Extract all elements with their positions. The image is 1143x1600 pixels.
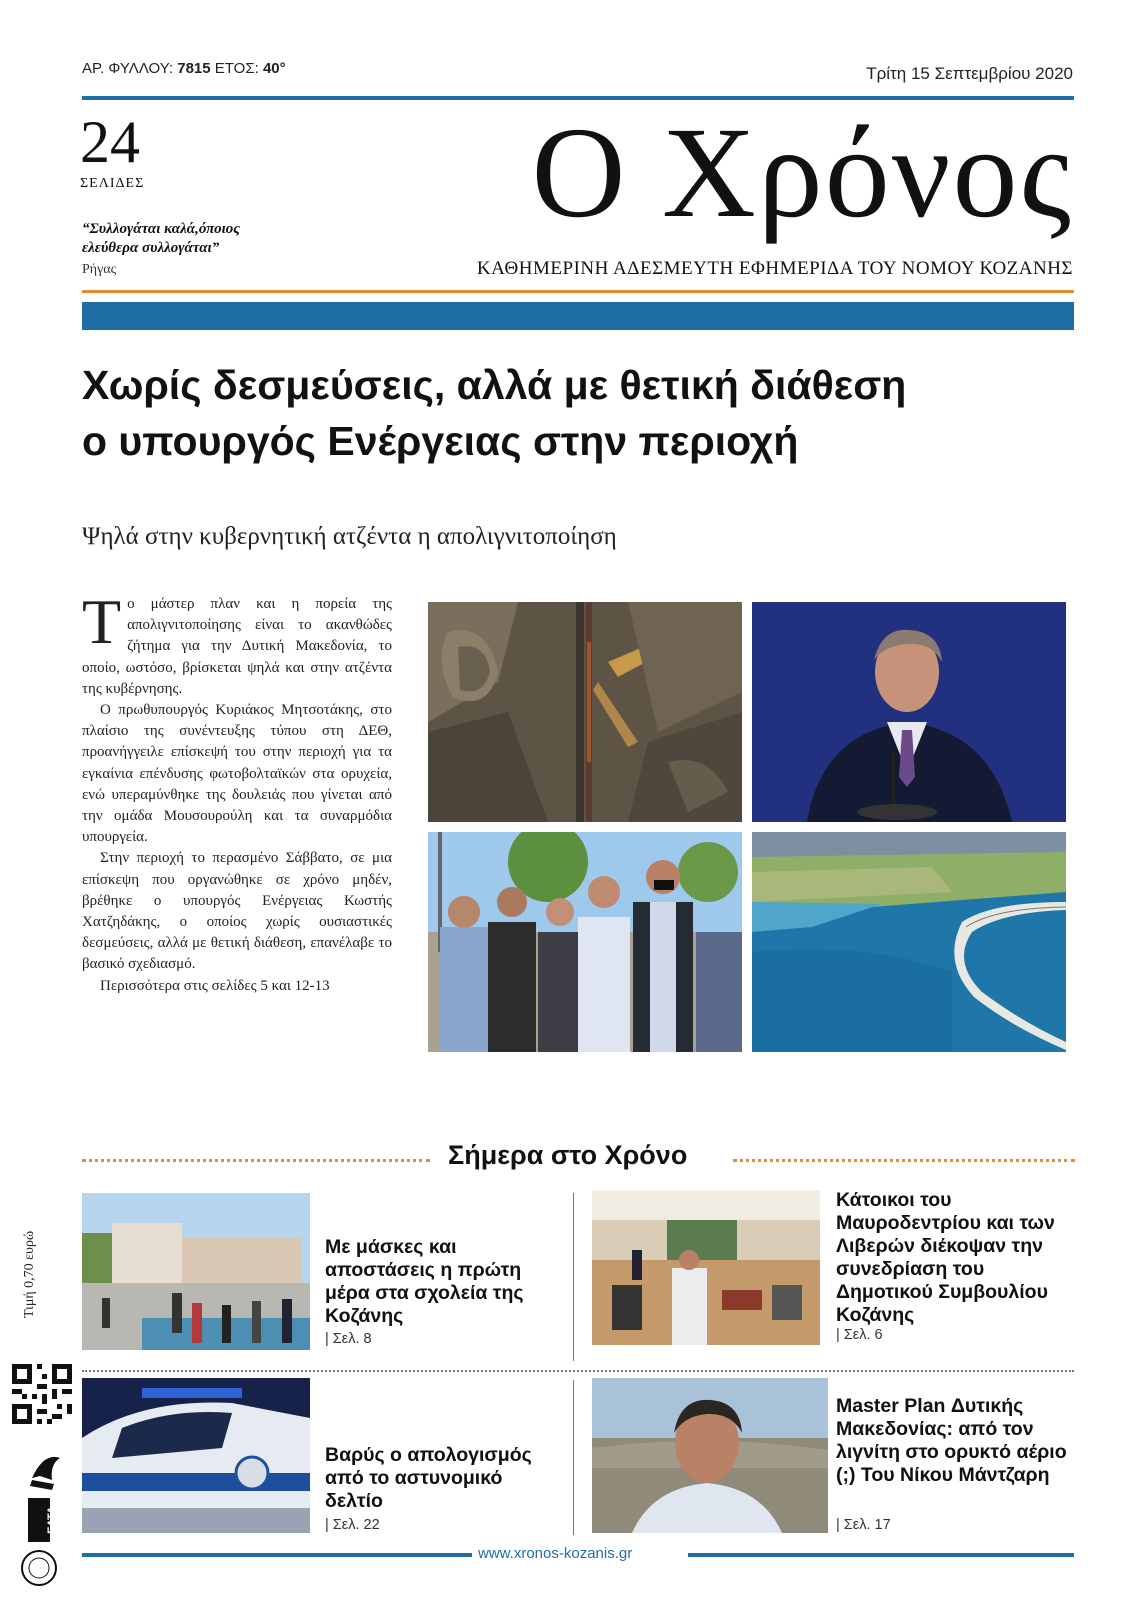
council-meeting-photo[interactable] [592, 1190, 820, 1345]
issue-info [82, 60, 286, 77]
story-title[interactable]: Master Plan Δυτικής Μακεδονίας: από τον λιγνίτη στο ορυκτό αέριο (;) Του Νίκου Μάντζαρη [836, 1395, 1067, 1486]
school-photo[interactable] [82, 1193, 310, 1350]
minister-visit-photo [428, 832, 742, 1052]
story-page-ref: | Σελ. 17 [836, 1517, 891, 1533]
top-rule [82, 96, 1074, 100]
row-divider [82, 1370, 1074, 1372]
main-headline [82, 357, 1072, 469]
prime-minister-photo [752, 602, 1066, 822]
issue-label: ΑΡ. ΦΥΛΛΟΥ: [82, 60, 174, 77]
motto-line-2: ελεύθερα συλλογάται” [82, 240, 220, 256]
story-page-ref: | Σελ. 6 [836, 1327, 883, 1343]
motto-author: Ρήγας [82, 262, 117, 277]
masthead-logo: Ο Χρόνος [531, 101, 1073, 245]
motto-line-1: “Συλλογάται καλά,όποιος [82, 221, 240, 237]
orange-rule [82, 290, 1074, 293]
motto [82, 220, 312, 258]
issue-date: Τρίτη 15 Σεπτεμβρίου 2020 [866, 64, 1073, 83]
blue-band [82, 302, 1074, 330]
pages-count: 24 [80, 109, 140, 175]
column-divider [573, 1193, 574, 1361]
column-divider [573, 1380, 574, 1535]
website-link[interactable]: www.xronos-kozanis.gr [478, 1545, 633, 1562]
year-label: ΕΤΟΣ: [214, 60, 259, 77]
police-car-photo[interactable] [82, 1378, 310, 1533]
article-body [82, 586, 392, 997]
price-label: Τιμή 0,70 ευρώ [22, 1230, 37, 1318]
article-paragraph: Στην περιοχή το περασμένο Σάββατο, σε μια επίσκεψη που οργανώθηκε σε χρόνο μηδέν, βρέθηκε ο υπουργός Ενέργειας Κωστής Χατζηδάκης, ο οποίος χωρίς ουσιαστικές δεσμεύσεις, αλλά με θετική διάθεση, επανέλαβε το βασικό σχεδιασμό. [82, 850, 392, 973]
article-paragraph: Περισσότερα στις σελίδες 5 και 12-13 [100, 977, 330, 994]
story-title[interactable]: Με μάσκες και αποστάσεις η πρώτη μέρα στα σχολεία της Κοζάνης [325, 1236, 524, 1327]
headline-line-1: Χωρίς δεσμεύσεις, αλλά με θετική διάθεση [82, 362, 907, 408]
section-dots-right [733, 1159, 1075, 1162]
article-paragraph: Ο πρωθυπουργός Κυριάκος Μητσοτάκης, στο πλαίσιο της συνέντευξης τύπου στη ΔΕΘ, προανήγγειλε επίσκεψή του στην περιοχή για τα εγκαίνια επένδυσης φωτοβολταϊκών στα ορυχεία, ενώ υπεραμύνθηκε της δουλειάς που γίνεται από την ομάδα Μουσουρούλη και τα συναρμόδια υπουργεία. [82, 702, 392, 846]
elta-text: ΕΛΤΑ [46, 1506, 58, 1534]
article-paragraph [82, 586, 392, 700]
qr-code-icon[interactable] [12, 1364, 72, 1424]
section-dots-left [82, 1159, 430, 1162]
mine-aerial-photo [428, 602, 742, 822]
issue-number: 7815 [177, 60, 211, 77]
elta-logo-icon [14, 1440, 72, 1590]
year-number: 40° [262, 60, 286, 77]
headline-line-2: ο υπουργός Ενέργειας στην περιοχή [82, 418, 799, 464]
today-section-title: Σήμερα στο Χρόνο [448, 1140, 688, 1170]
story-page-ref: | Σελ. 22 [325, 1517, 380, 1533]
footer-rule-right [688, 1553, 1074, 1557]
main-subhead: Ψηλά στην κυβερνητική ατζέντα η απολιγνιτοποίηση [82, 523, 617, 550]
pages-label: ΣΕΛΙΔΕΣ [80, 176, 145, 191]
story-page-ref: | Σελ. 8 [325, 1331, 372, 1347]
story-title[interactable]: Κάτοικοι του Μαυροδεντρίου και των Λιβερών διέκοψαν την συνεδρίαση του Δημοτικού Συμβουλίου Κοζάνης [836, 1189, 1055, 1326]
paragraph-text: ο μάστερ πλαν και η πορεία της απολιγνιτοποίησης είναι το ακανθώδες ζήτημα για την Δυτική Μακεδονία, το οποίο, ωστόσο, βρίσκεται ψηλά και στην ατζέντα της κυβέρνησης. [82, 596, 392, 697]
masthead-subtitle: ΚΑΘΗΜΕΡΙΝΗ ΑΔΕΣΜΕΥΤΗ ΕΦΗΜΕΡΙΔΑ ΤΟΥ ΝΟΜΟΥ ΚΟΖΑΝΗΣ [476, 258, 1073, 279]
lake-bridge-photo [752, 832, 1066, 1052]
story-title[interactable]: Βαρύς ο απολογισμός από το αστυνομικό δελτίο [325, 1444, 532, 1512]
author-portrait-photo[interactable] [592, 1378, 828, 1533]
drop-cap: Τ [82, 586, 122, 657]
footer-rule-left [82, 1553, 472, 1557]
